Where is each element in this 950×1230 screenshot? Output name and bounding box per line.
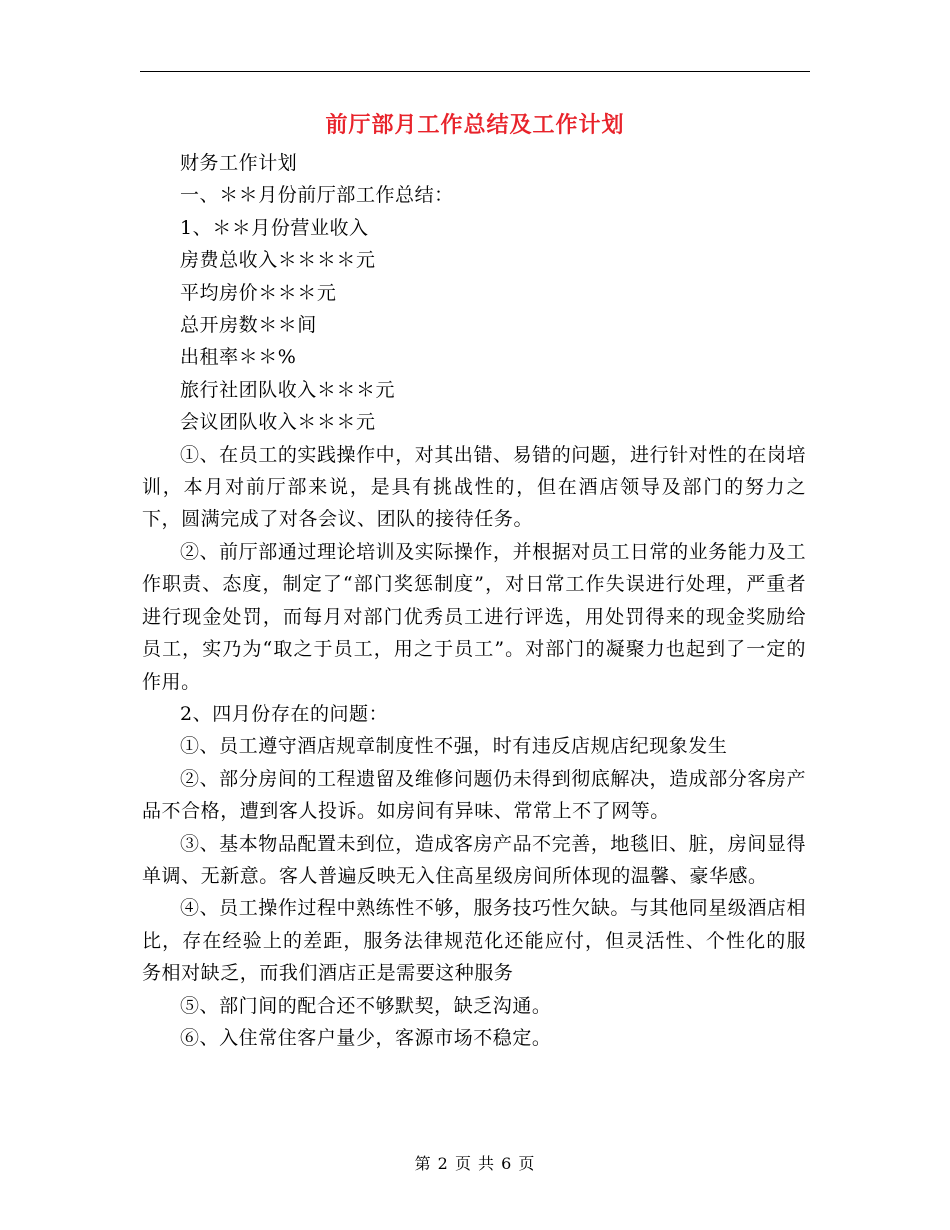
paragraph-reward-system: ②、前厅部通过理论培训及实际操作，并根据对员工日常的业务能力及工作职责、态度，制定了“部门奖惩制度”，对日常工作失误进行处理，严重者进行现金处罚，而每月对部门优秀员工进行评选，用处罚得来的现金奖励给员工，实乃为“取之于员工，用之于员工”。对部门的凝聚力也起到了一定的作用。 <box>142 540 806 693</box>
paragraph-problem-1: ①、员工遵守酒店规章制度性不强，时有违反店规店纪现象发生 <box>180 735 728 758</box>
document-body <box>142 147 806 1054</box>
paragraph-average-rate: 平均房价＊＊＊元 <box>180 281 337 304</box>
paragraph-training: ①、在员工的实践操作中，对其出错、易错的问题，进行针对性的在岗培训，本月对前厅部来说，是具有挑战性的，但在酒店领导及部门的努力之下，圆满完成了对各会议、团队的接待任务。 <box>142 443 806 531</box>
paragraph-room-revenue: 房费总收入＊＊＊＊元 <box>180 249 376 272</box>
paragraph-problem-3: ③、基本物品配置未到位，造成客房产品不完善，地毯旧、脏，房间显得单调、无新意。客人普遍反映无入住高星级房间所体现的温馨、豪华感。 <box>142 832 806 887</box>
paragraph-problem-4: ④、员工操作过程中熟练性不够，服务技巧性欠缺。与其他同星级酒店相比，存在经验上的差距，服务法律规范化还能应付，但灵活性、个性化的服务相对缺乏，而我们酒店正是需要这种服务 <box>142 897 806 985</box>
paragraph-revenue-heading: 1、＊＊月份营业收入 <box>180 216 369 239</box>
paragraph-section-summary: 一、＊＊月份前厅部工作总结： <box>180 184 454 207</box>
paragraph-problem-6: ⑥、入住常住客户量少，客源市场不稳定。 <box>180 1026 552 1049</box>
header-rule <box>140 71 810 72</box>
paragraph-problems-heading: 2、四月份存在的问题： <box>180 702 389 725</box>
paragraph-meeting-revenue: 会议团队收入＊＊＊元 <box>180 411 376 434</box>
document-title: 前厅部月工作总结及工作计划 <box>325 113 625 138</box>
paragraph-problem-5: ⑤、部门间的配合还不够默契，缺乏沟通。 <box>180 994 552 1017</box>
paragraph-total-rooms: 总开房数＊＊间 <box>180 314 317 337</box>
paragraph-tour-revenue: 旅行社团队收入＊＊＊元 <box>180 378 396 401</box>
paragraph-problem-2: ②、部分房间的工程遗留及维修问题仍未得到彻底解决，造成部分客房产品不合格，遭到客人投诉。如房间有异味、常常上不了网等。 <box>142 767 806 823</box>
paragraph-occupancy: 出租率＊＊% <box>180 346 297 369</box>
page-number-footer: 第 2 页 共 6 页 <box>414 1154 536 1173</box>
paragraph-finance-plan: 财务工作计划 <box>180 152 298 174</box>
